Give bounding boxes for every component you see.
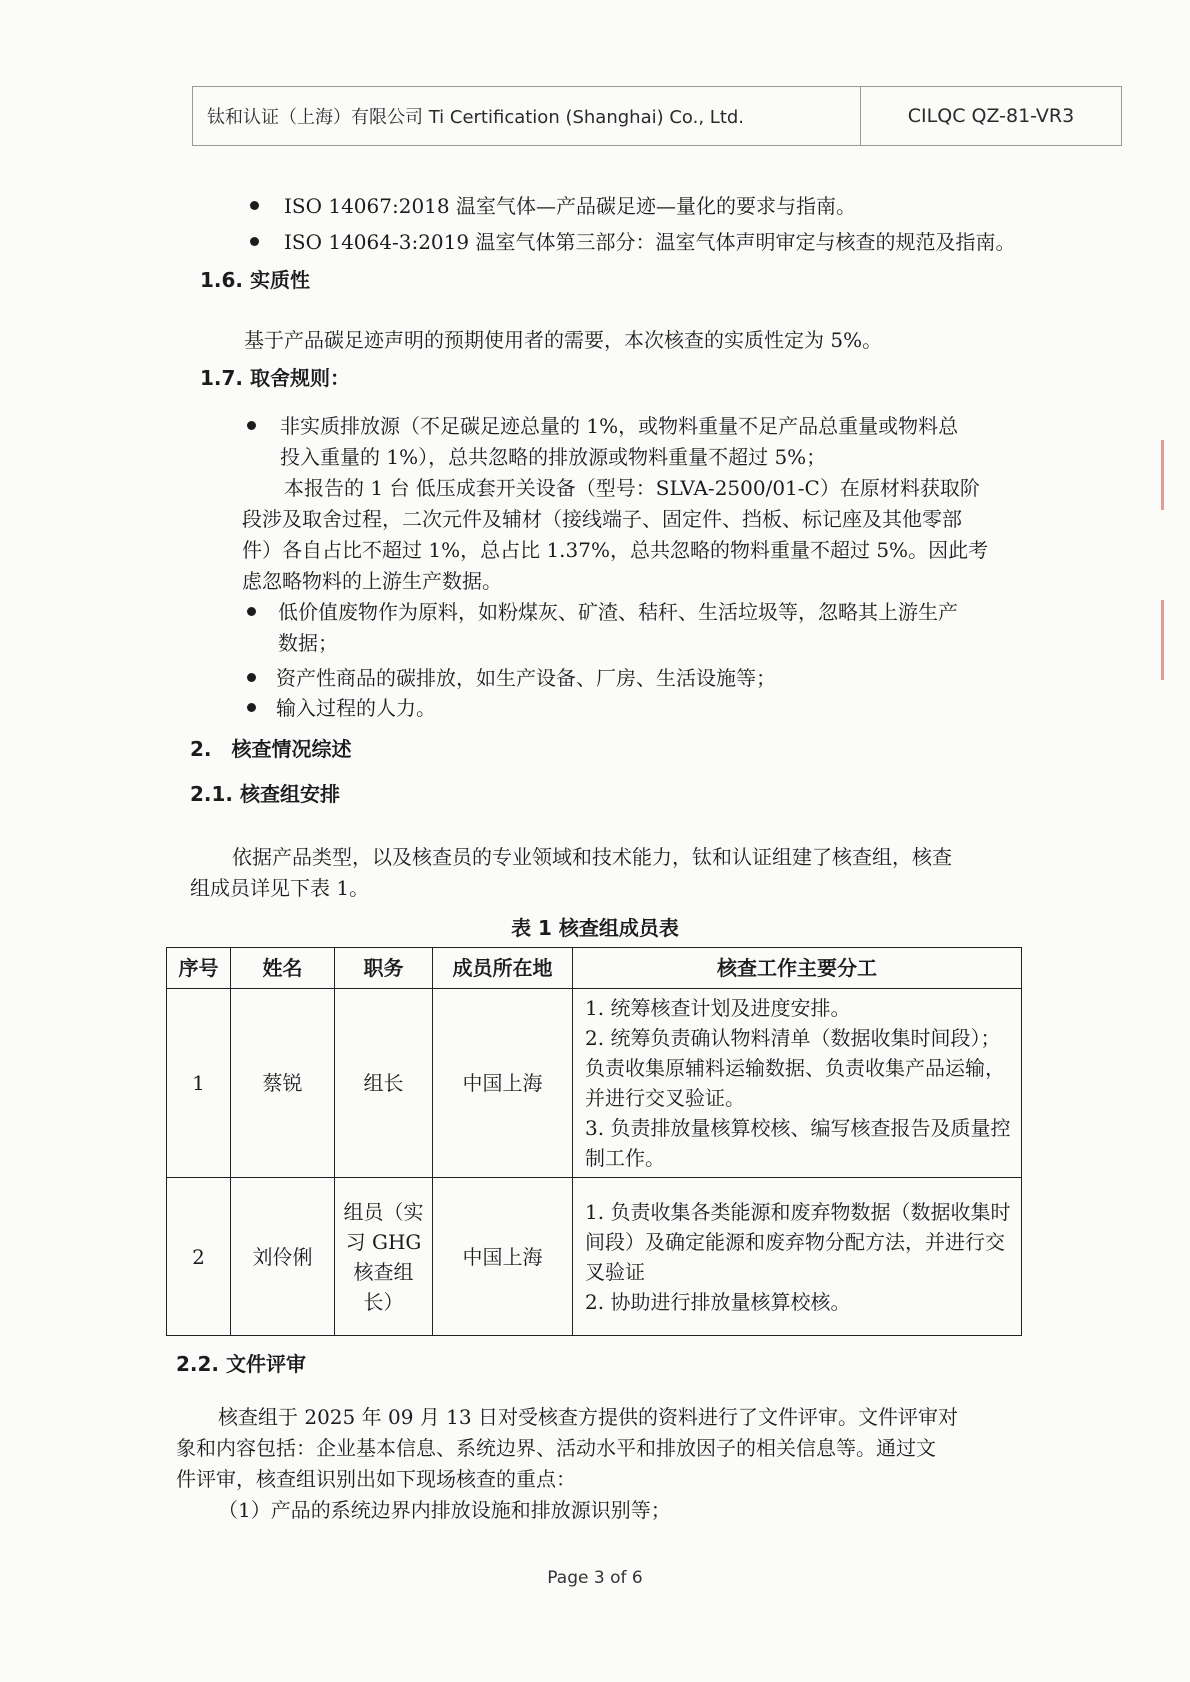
standard-item: ISO 14064-3:2019 温室气体第三部分：温室气体声明审定与核查的规范及指南。 <box>284 230 1016 254</box>
list-item-line: 非实质排放源（不足碳足迹总量的 1%，或物料重量不足产品总重量或物料总 <box>280 414 959 438</box>
section-heading-1-6: 1.6. 实质性 <box>200 268 310 292</box>
list-item-line: 投入重量的 1%），总共忽略的排放源或物料重量不超过 5%； <box>280 445 827 469</box>
page-header <box>192 86 1122 146</box>
cell-name: 刘伶俐 <box>231 1178 335 1336</box>
paragraph-line: （1）产品的系统边界内排放设施和排放源识别等； <box>218 1498 671 1522</box>
bullet-icon <box>247 673 256 682</box>
section-heading-2-2: 2.2. 文件评审 <box>176 1352 306 1376</box>
list-item-line: 数据； <box>278 631 338 655</box>
duty-item: 1. 统筹核查计划及进度安排。 <box>585 996 851 1020</box>
column-header: 姓名 <box>231 948 335 989</box>
company-name: 钛和认证（上海）有限公司 Ti Certification (Shanghai) Co., Ltd. <box>193 87 861 145</box>
table-row <box>167 989 1022 1178</box>
page-number: Page 3 of 6 <box>547 1568 643 1588</box>
bullet-icon <box>250 201 259 210</box>
cell-location: 中国上海 <box>433 989 573 1178</box>
paragraph-line: 段涉及取舍过程，二次元件及辅材（接线端子、固定件、挡板、标记座及其他零部 <box>242 507 962 531</box>
table-row <box>167 1178 1022 1336</box>
cell-role: 组长 <box>335 989 433 1178</box>
seal-mark-icon <box>1161 440 1190 510</box>
paragraph-line: 组成员详见下表 1。 <box>190 876 370 900</box>
cell-location: 中国上海 <box>433 1178 573 1336</box>
cell-duties <box>573 1178 1022 1336</box>
duty-item: 2. 协助进行排放量核算校核。 <box>585 1289 851 1314</box>
paragraph-line: 依据产品类型，以及核查员的专业领域和技术能力，钛和认证组建了核查组，核查 <box>232 845 952 869</box>
list-item-line: 低价值废物作为原料，如粉煤灰、矿渣、秸秆、生活垃圾等，忽略其上游生产 <box>278 600 958 624</box>
bullet-icon <box>247 421 256 430</box>
bullet-icon <box>250 237 259 246</box>
list-item: 资产性商品的碳排放，如生产设备、厂房、生活设施等； <box>276 666 776 690</box>
paragraph: 基于产品碳足迹声明的预期使用者的需要，本次核查的实质性定为 5%。 <box>244 328 883 352</box>
cell-no: 1 <box>167 989 231 1178</box>
document-code: CILQC QZ-81-VR3 <box>907 105 1075 127</box>
cell-no: 2 <box>167 1178 231 1336</box>
duty-item: 3. 负责排放量核算校核、编写核查报告及质量控制工作。 <box>585 1116 1011 1170</box>
paragraph-line: 件评审，核查组识别出如下现场核查的重点： <box>176 1467 576 1491</box>
section-heading-2: 2. 核查情况综述 <box>190 737 352 761</box>
column-header: 序号 <box>167 948 231 989</box>
standard-item: ISO 14067:2018 温室气体—产品碳足迹—量化的要求与指南。 <box>284 194 856 218</box>
column-header: 职务 <box>335 948 433 989</box>
section-heading-1-7: 1.7. 取舍规则： <box>200 366 350 390</box>
duty-item: 2. 统筹负责确认物料清单（数据收集时间段）；负责收集原辅料运输数据、负责收集产品运输，并进行交叉验证。 <box>585 1026 1005 1110</box>
bullet-icon <box>247 703 256 712</box>
cell-name: 蔡锐 <box>231 989 335 1178</box>
bullet-icon <box>247 607 256 616</box>
cell-duties <box>573 989 1022 1178</box>
duty-item: 1. 负责收集各类能源和废弃物数据（数据收集时间段）及确定能源和废弃物分配方法，并进行交叉验证 <box>585 1199 1011 1284</box>
paragraph-line: 虑忽略物料的上游生产数据。 <box>242 569 502 593</box>
paragraph-line: 核查组于 2025 年 09 月 13 日对受核查方提供的资料进行了文件评审。文件评审对 <box>218 1405 958 1429</box>
team-table <box>166 947 1022 1336</box>
paragraph-line: 象和内容包括：企业基本信息、系统边界、活动水平和排放因子的相关信息等。通过文 <box>176 1436 936 1460</box>
list-item: 输入过程的人力。 <box>276 696 436 720</box>
column-header: 核查工作主要分工 <box>573 948 1022 989</box>
table-caption: 表 1 核查组成员表 <box>511 916 679 940</box>
table-header-row <box>167 948 1022 989</box>
seal-mark-icon <box>1161 600 1190 680</box>
paragraph-line: 本报告的 1 台 低压成套开关设备（型号：SLVA-2500/01-C）在原材料获取阶 <box>284 476 980 500</box>
paragraph-line: 件）各自占比不超过 1%，总占比 1.37%，总共忽略的物料重量不超过 5%。因此考 <box>242 538 989 562</box>
cell-role: 组员（实习 GHG 核查组长） <box>335 1178 433 1336</box>
section-heading-2-1: 2.1. 核查组安排 <box>190 782 340 806</box>
column-header: 成员所在地 <box>433 948 573 989</box>
